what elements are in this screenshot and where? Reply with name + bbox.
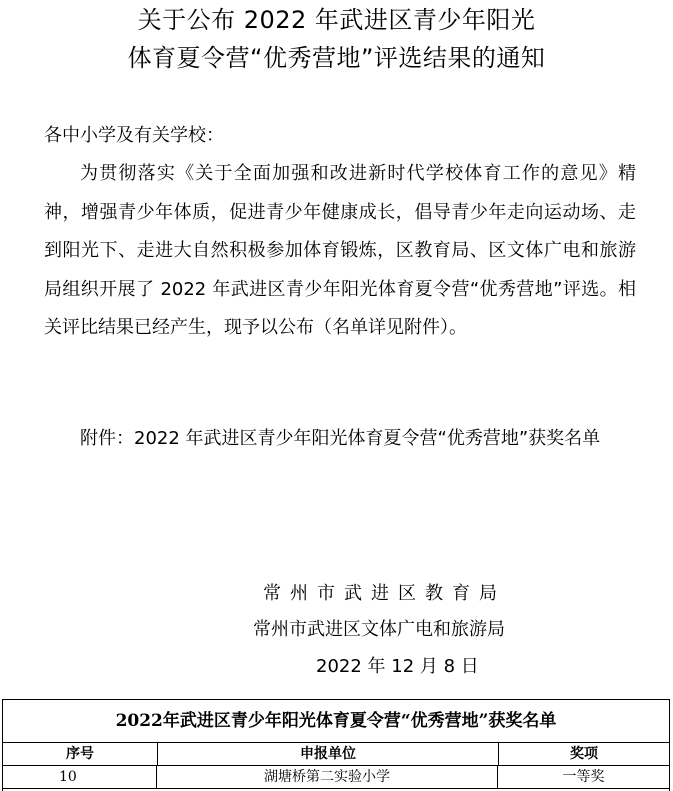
header-cell-award: 奖项 (570, 746, 598, 762)
table-title: 2022年武进区青少年阳光体育夏令营“优秀营地”获奖名单 (3, 700, 669, 743)
cell-number: 10 (3, 766, 157, 788)
document-title-line-2: 体育夏令营“优秀营地”评选结果的通知 (127, 44, 546, 72)
attachment-note: 附件：2022 年武进区青少年阳光体育夏令营“优秀营地”获奖名单 (80, 428, 601, 449)
header-cell-number: 序号 (3, 743, 158, 765)
cell-award: 一等奖 (562, 769, 605, 785)
document-title-line-1: 关于公布 2022 年武进区青少年阳光 (137, 6, 536, 34)
signature-org-education-bureau: 常州市武进区教育局 (263, 583, 506, 604)
table-row (3, 766, 669, 789)
award-table (2, 699, 670, 791)
signature-date: 2022 年 12 月 8 日 (316, 656, 479, 677)
cell-unit: 湖塘桥第二实验小学 (157, 766, 498, 788)
header-cell-unit: 申报单位 (158, 743, 499, 765)
body-paragraph: 为贯彻落实《关于全面加强和改进新时代学校体育工作的意见》精神，增强青少年体质，促进青少年健康成长，倡导青少年走向运动场、走到阳光下、走进大自然积极参加体育锻炼，区教育局、区文体广电和旅游局组织开展了 2022 年武进区青少年阳光体育夏令营“优秀营地”评选。相关评比结果已经产生，现予以公布（名单详见附件）。 (44, 163, 636, 339)
signature-org-culture-bureau: 常州市武进区文体广电和旅游局 (253, 619, 505, 640)
greeting: 各中小学及有关学校： (44, 125, 224, 146)
table-header-row (3, 743, 669, 766)
